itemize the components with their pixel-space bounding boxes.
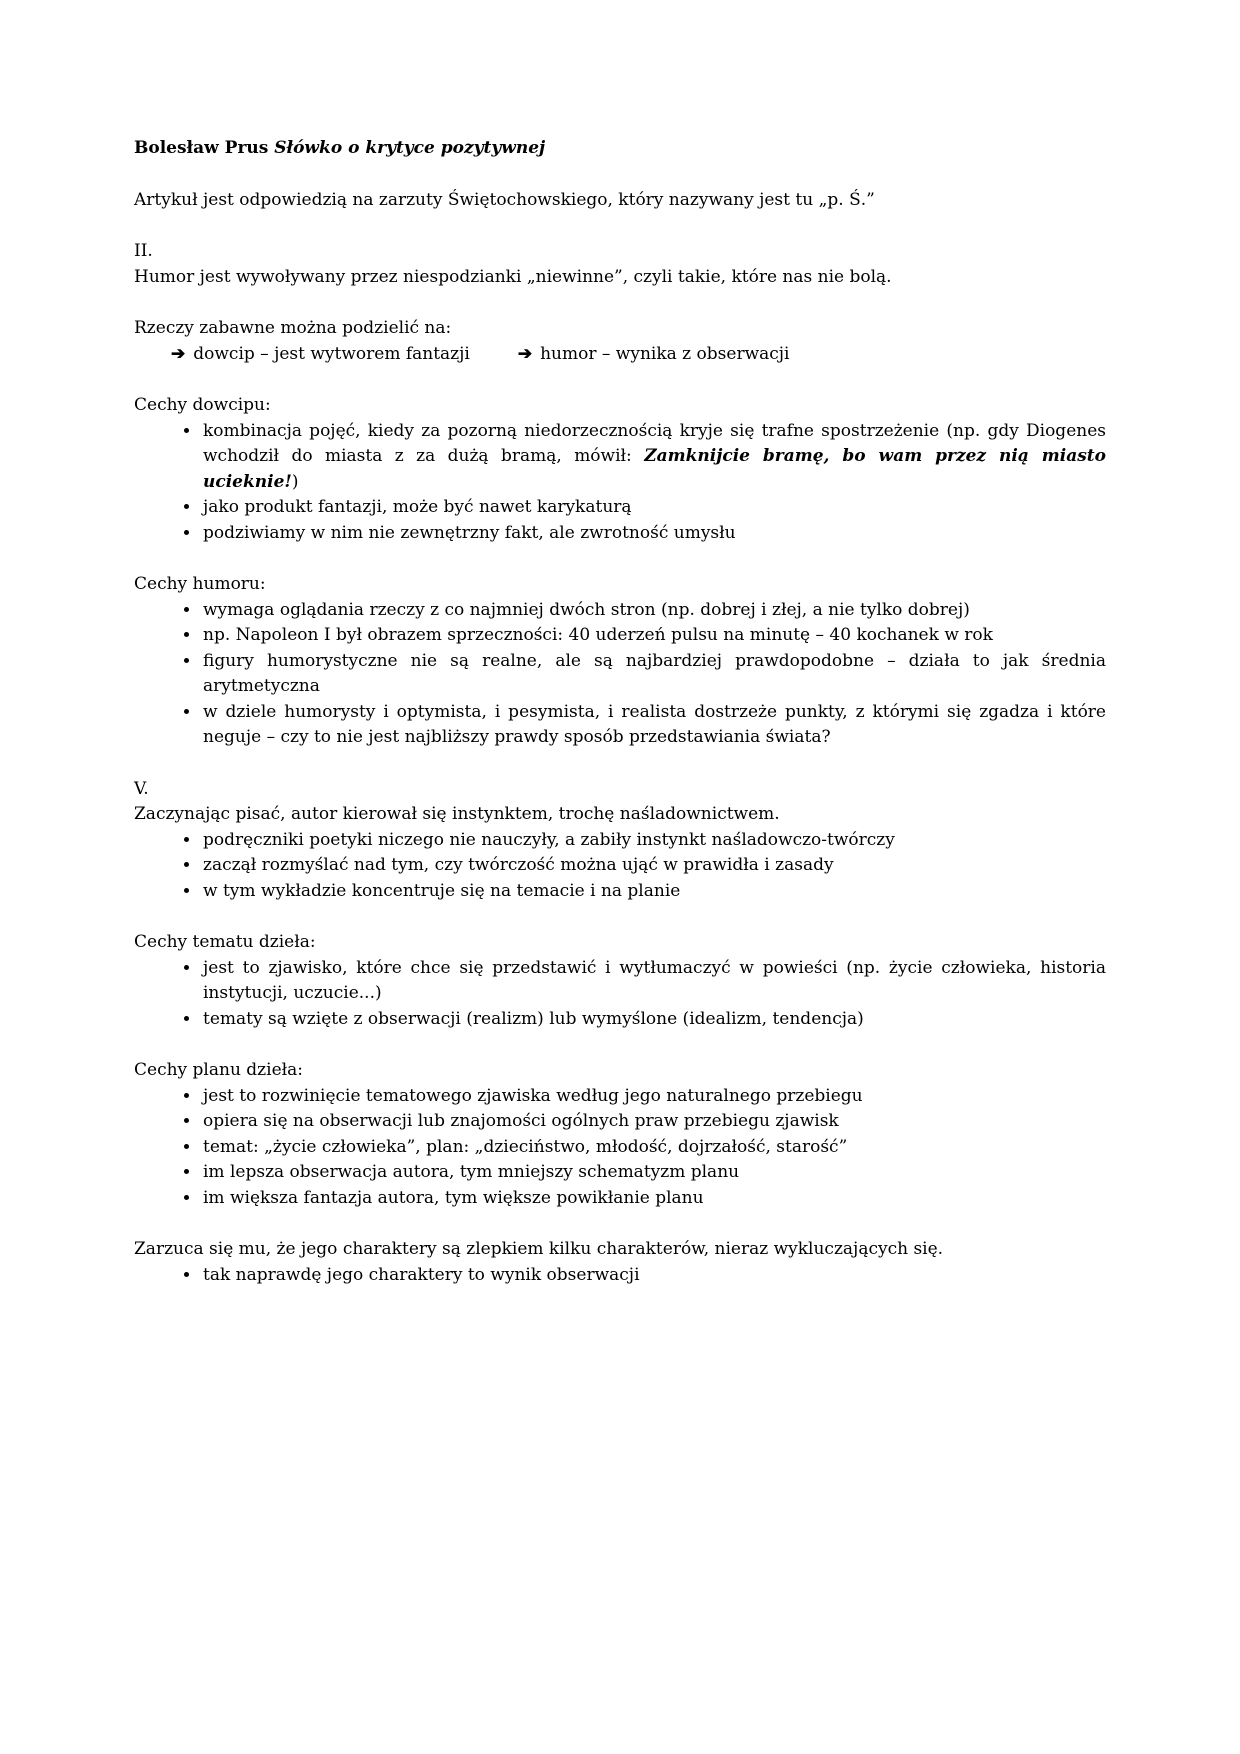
list-item: • w tym wykładzie koncentruje się na temacie i na planie: [201, 879, 1106, 905]
list-item: • np. Napoleon I był obrazem sprzeczności: 40 uderzeń pulsu na minutę – 40 kochanek w rok: [201, 623, 1106, 649]
section-cechy-tematu: [134, 930, 1106, 1032]
list-item: • im lepsza obserwacja autora, tym mniejszy schematyzm planu: [201, 1160, 1106, 1186]
list-item: • jest to zjawisko, które chce się przedstawić i wytłumaczyć w powieści (np. życie człowieka, historia instytucji, uczucie...): [201, 956, 1106, 1007]
section-v: [134, 777, 1106, 905]
split-row: [134, 342, 1106, 368]
list-item: • figury humorystyczne nie są realne, ale są najbardziej prawdopodobne – działa to jak średnia arytmetyczna: [201, 649, 1106, 700]
section-v-list: [134, 828, 1106, 905]
cechy-dowcipu-heading: Cechy dowcipu:: [134, 395, 271, 415]
split-item-dowcip-label: dowcip – jest wytworem fantazji: [193, 343, 470, 364]
list-item: • podziwiamy w nim nie zewnętrzny fakt, ale zwrotność umysłu: [201, 521, 1106, 547]
title-work: Słówko o krytyce pozytywnej: [274, 138, 546, 158]
cechy-planu-list: [134, 1084, 1106, 1212]
cechy-humoru-list: [134, 598, 1106, 751]
list-item-text: ): [291, 471, 299, 492]
list-item-text: kombinacja pojęć, kiedy za pozorną niedorzecznością kryje się trafne spostrzeżenie (np. gdy Diogenes wchodził do miasta z za dużą bramą, mówił:: [203, 420, 1106, 466]
split-item-humor: [518, 342, 790, 368]
cechy-dowcipu-list: [134, 419, 1106, 547]
cechy-tematu-list: [134, 956, 1106, 1033]
section-ii: [134, 239, 1106, 290]
section-ii-text: Humor jest wywoływany przez niespodzianki „niewinne”, czyli takie, które nas nie bolą.: [134, 266, 892, 287]
list-item: • podręczniki poetyki niczego nie nauczyły, a zabiły instynkt naśladowczo-twórczy: [201, 828, 1106, 854]
section-cechy-humoru: [134, 572, 1106, 751]
arrow-icon: ➔: [517, 343, 533, 364]
list-item: • im większa fantazja autora, tym większe powikłanie planu: [201, 1186, 1106, 1212]
list-item: • jako produkt fantazji, może być nawet karykaturą: [201, 495, 1106, 521]
split-lead: Rzeczy zabawne można podzielić na:: [134, 318, 452, 338]
list-item: [201, 419, 1106, 496]
arrow-icon: ➔: [171, 343, 186, 364]
cechy-humoru-heading: Cechy humoru:: [134, 574, 266, 594]
document-title: [134, 136, 1106, 162]
zarzut-list: [134, 1263, 1106, 1289]
section-v-lead: Zaczynając pisać, autor kierował się instynktem, trochę naśladownictwem.: [134, 804, 780, 824]
section-zarzut: [134, 1237, 1106, 1288]
split-item-humor-label: humor – wynika z obserwacji: [540, 343, 790, 364]
section-ii-number: II.: [134, 241, 153, 261]
list-item: • tak naprawdę jego charaktery to wynik obserwacji: [201, 1263, 1106, 1289]
zarzut-lead: Zarzuca się mu, że jego charaktery są zlepkiem kilku charakterów, nieraz wykluczających się.: [134, 1239, 944, 1259]
cechy-planu-heading: Cechy planu dzieła:: [134, 1060, 304, 1080]
list-item: • zaczął rozmyślać nad tym, czy twórczość można ująć w prawidła i zasady: [201, 853, 1106, 879]
list-item-quote: Zamknijcie bramę, bo wam przez nią miasto ucieknie!: [203, 446, 1106, 492]
intro-paragraph: Artykuł jest odpowiedzią na zarzuty Świętochowskiego, który nazywany jest tu „p. Ś.”: [134, 189, 875, 210]
list-item: • tematy są wzięte z obserwacji (realizm) lub wymyślone (idealizm, tendencja): [201, 1007, 1106, 1033]
section-v-number: V.: [134, 778, 149, 799]
list-item: • jest to rozwinięcie tematowego zjawiska według jego naturalnego przebiegu: [201, 1084, 1106, 1110]
section-cechy-dowcipu: [134, 393, 1106, 546]
list-item: • w dziele humorysty i optymista, i pesymista, i realista dostrzeże punkty, z którymi się zgadza i które neguje – czy to nie jest najbliższy prawdy sposób przedstawiania świata?: [201, 700, 1106, 751]
split-item-dowcip: [171, 342, 470, 368]
list-item: • wymaga oglądania rzeczy z co najmniej dwóch stron (np. dobrej i złej, a nie tylko dobrej): [201, 598, 1106, 624]
section-cechy-planu: [134, 1058, 1106, 1211]
list-item: • temat: „życie człowieka”, plan: „dzieciństwo, młodość, dojrzałość, starość”: [201, 1135, 1106, 1161]
section-split: [134, 316, 1106, 367]
list-item: • opiera się na obserwacji lub znajomości ogólnych praw przebiegu zjawisk: [201, 1109, 1106, 1135]
title-author: Bolesław Prus: [134, 138, 275, 158]
cechy-tematu-heading: Cechy tematu dzieła:: [134, 932, 316, 952]
